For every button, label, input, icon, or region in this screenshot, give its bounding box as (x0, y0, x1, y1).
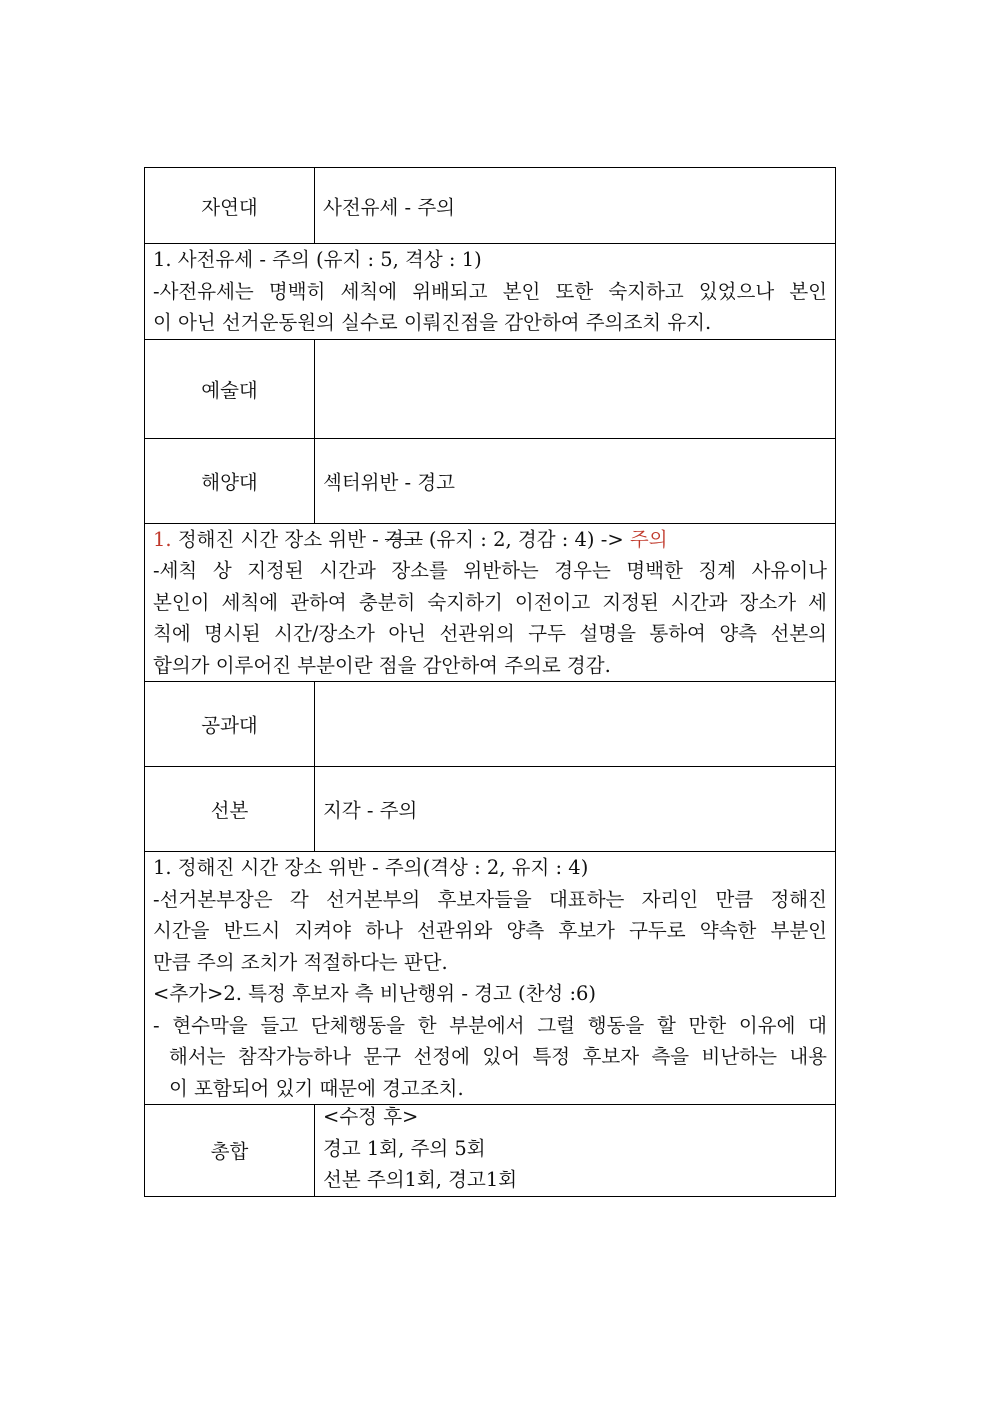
haeyangdae-label: 해양대 (145, 438, 315, 523)
seonbon-detail-line: 시간을 반드시 지켜야 하나 선관위와 양측 후보가 구두로 약속한 부분인 (153, 919, 827, 942)
haeyangdae-details (145, 523, 836, 682)
heading-result: 주의 (629, 527, 668, 551)
summary-line: <수정 후> (323, 1105, 419, 1128)
row-jayeondae (145, 168, 836, 244)
seonbon-detail-line: 이 포함되어 있기 때문에 경고조치. (169, 1076, 464, 1100)
row-gonggwadae (145, 682, 836, 767)
jayeondae-details (145, 244, 836, 340)
haeyangdae-detail-line: 칙에 명시된 시간/장소가 아닌 선관위의 구두 설명을 통하여 양측 선본의 (153, 622, 827, 645)
gonggwadae-value (315, 682, 836, 767)
seonbon-detail-line: 1. 정해진 시간 장소 위반 - 주의(격상 : 2, 유지 : 4) (153, 856, 589, 879)
heading-votes: (유지 : 2, 경감 : 4) -> (422, 527, 630, 551)
haeyangdae-value: 섹터위반 - 경고 (315, 438, 836, 523)
summary-line: 경고 1회, 주의 5회 (323, 1136, 486, 1160)
summary-value (315, 1105, 836, 1197)
row-summary (145, 1105, 836, 1197)
seonbon-detail-line: 해서는 참작가능하나 문구 선정에 있어 특정 후보자 측을 비난하는 내용 (169, 1045, 827, 1068)
disciplinary-table (144, 167, 836, 1197)
seonbon-detail-line: <추가>2. 특정 후보자 측 비난행위 - 경고 (찬성 :6) (153, 982, 597, 1005)
row-haeyangdae-details (145, 523, 836, 682)
heading-struck-penalty: 경고 (384, 527, 423, 551)
haeyangdae-detail-line: -세칙 상 지정된 시간과 장소를 위반하는 경우는 명백한 징계 사유이나 (153, 559, 827, 582)
summary-label: 총합 (145, 1105, 315, 1197)
seonbon-details (145, 852, 836, 1105)
heading-title: 정해진 시간 장소 위반 - (177, 527, 385, 551)
seonbon-detail-line: 만큼 주의 조치가 적절하다는 판단. (153, 950, 448, 974)
seonbon-detail-line: -선거본부장은 각 선거본부의 후보자들을 대표하는 자리인 만큼 정해진 (153, 887, 827, 911)
jayeondae-detail-line: 1. 사전유세 - 주의 (유지 : 5, 격상 : 1) (153, 248, 482, 271)
seonbon-detail-line: - 현수막을 들고 단체행동을 한 부분에서 그럴 행동을 할 만한 이유에 대 (153, 1013, 827, 1037)
row-jayeondae-details (145, 244, 836, 340)
haeyangdae-heading (153, 524, 827, 556)
yesuldae-label: 예술대 (145, 339, 315, 438)
heading-number: 1. (153, 527, 172, 551)
jayeondae-detail-line: 이 아닌 선거운동원의 실수로 이뤄진점을 감안하여 주의조치 유지. (153, 311, 712, 334)
summary-line: 선본 주의1회, 경고1회 (323, 1168, 518, 1191)
row-haeyangdae (145, 438, 836, 523)
yesuldae-value (315, 339, 836, 438)
jayeondae-value: 사전유세 - 주의 (315, 168, 836, 244)
jayeondae-label: 자연대 (145, 168, 315, 244)
row-yesuldae (145, 339, 836, 438)
seonbon-label: 선본 (145, 767, 315, 852)
seonbon-value: 지각 - 주의 (315, 767, 836, 852)
haeyangdae-detail-line: 합의가 이루어진 부분이란 점을 감안하여 주의로 경감. (153, 653, 611, 677)
jayeondae-detail-line: -사전유세는 명백히 세칙에 위배되고 본인 또한 숙지하고 있었으나 본인 (153, 279, 827, 303)
gonggwadae-label: 공과대 (145, 682, 315, 767)
row-seonbon (145, 767, 836, 852)
haeyangdae-detail-line: 본인이 세칙에 관하여 충분히 숙지하기 이전이고 지정된 시간과 장소가 세 (153, 590, 827, 614)
row-seonbon-details (145, 852, 836, 1105)
